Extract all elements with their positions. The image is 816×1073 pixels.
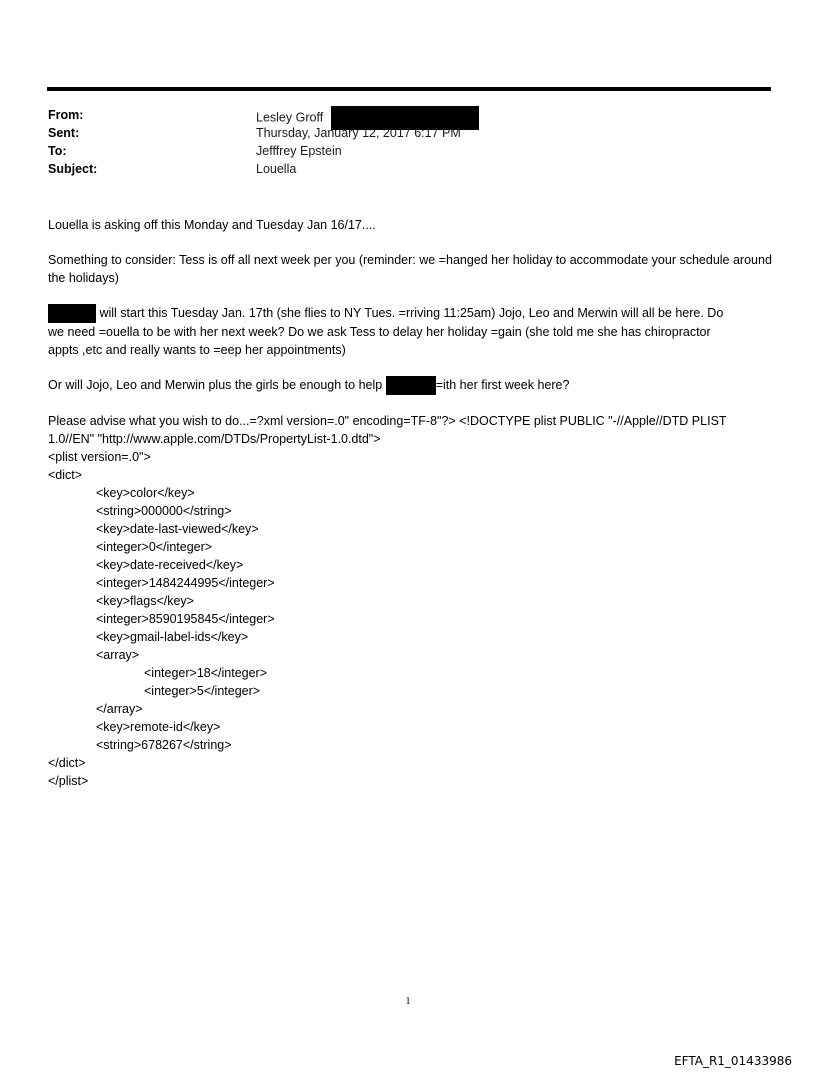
sent-label: Sent:	[48, 126, 80, 140]
plist-line: <key>remote-id</key>	[96, 720, 221, 735]
plist-line: <dict>	[48, 468, 83, 483]
plist-line: <string>678267</string>	[96, 738, 232, 753]
body-paragraph	[48, 304, 772, 359]
to-label: To:	[48, 144, 67, 158]
body-text: will start this Tuesday Jan. 17th (she flies to NY Tues. =rriving 11:25am) Jojo, Leo and Merwin will all be here. Do	[96, 306, 724, 320]
to-value: Jefffrey Epstein	[256, 144, 342, 158]
page-number: 1	[405, 996, 411, 1007]
plist-line: </array>	[96, 702, 143, 717]
body-line: we need =ouella to be with her next week? Do we ask Tess to delay her holiday =gain (she told me she has chiropractor	[48, 325, 711, 340]
from-name: Lesley Groff	[256, 110, 324, 125]
email-body	[48, 216, 772, 790]
body-line: Please advise what you wish to do...=?xml version=.0" encoding=TF-8"?> <!DOCTYPE plist PUBLIC "-//Apple//DTD PLIST	[48, 414, 727, 429]
plist-line: <key>gmail-label-ids</key>	[96, 630, 249, 645]
body-line	[48, 306, 723, 320]
plist-line: <integer>8590195845</integer>	[96, 612, 275, 627]
plist-line: <key>flags</key>	[96, 594, 194, 609]
plist-line: <integer>0</integer>	[96, 540, 213, 555]
plist-line: <key>date-last-viewed</key>	[96, 522, 259, 537]
body-line: appts ,etc and really wants to =eep her appointments)	[48, 343, 346, 358]
body-paragraph: Louella is asking off this Monday and Tuesday Jan 16/17....	[48, 218, 376, 232]
redaction-block	[48, 304, 96, 323]
plist-line: <key>date-received</key>	[96, 558, 244, 573]
plist-line: <string>000000</string>	[96, 504, 232, 519]
body-paragraph	[48, 376, 772, 395]
plist-block	[48, 448, 772, 790]
plist-line: </plist>	[48, 774, 89, 789]
subject-value: Louella	[256, 162, 297, 176]
plist-line: <plist version=.0">	[48, 450, 151, 465]
body-line: 1.0//EN" "http://www.apple.com/DTDs/PropertyList-1.0.dtd">	[48, 432, 381, 447]
body-paragraph: Something to consider: Tess is off all next week per you (reminder: we =hanged her holiday to accommodate your schedule around the holidays)	[48, 253, 772, 285]
body-paragraph	[48, 412, 772, 448]
document-id: EFTA_R1_01433986	[674, 1054, 792, 1068]
plist-line: <key>color</key>	[96, 486, 195, 501]
header-rule	[47, 87, 771, 91]
sent-value: Thursday, January 12, 2017 6:17 PM	[256, 126, 461, 140]
plist-line: <array>	[96, 648, 140, 663]
subject-label: Subject:	[48, 162, 98, 176]
plist-line: <integer>18</integer>	[144, 666, 268, 681]
body-text: Or will Jojo, Leo and Merwin plus the girls be enough to help	[48, 378, 386, 393]
plist-line: <integer>5</integer>	[144, 684, 261, 699]
plist-line: </dict>	[48, 756, 86, 771]
body-text: =ith her first week here?	[435, 378, 570, 393]
plist-line: <integer>1484244995</integer>	[96, 576, 275, 591]
from-label: From:	[48, 108, 84, 122]
redaction-block	[386, 376, 436, 395]
